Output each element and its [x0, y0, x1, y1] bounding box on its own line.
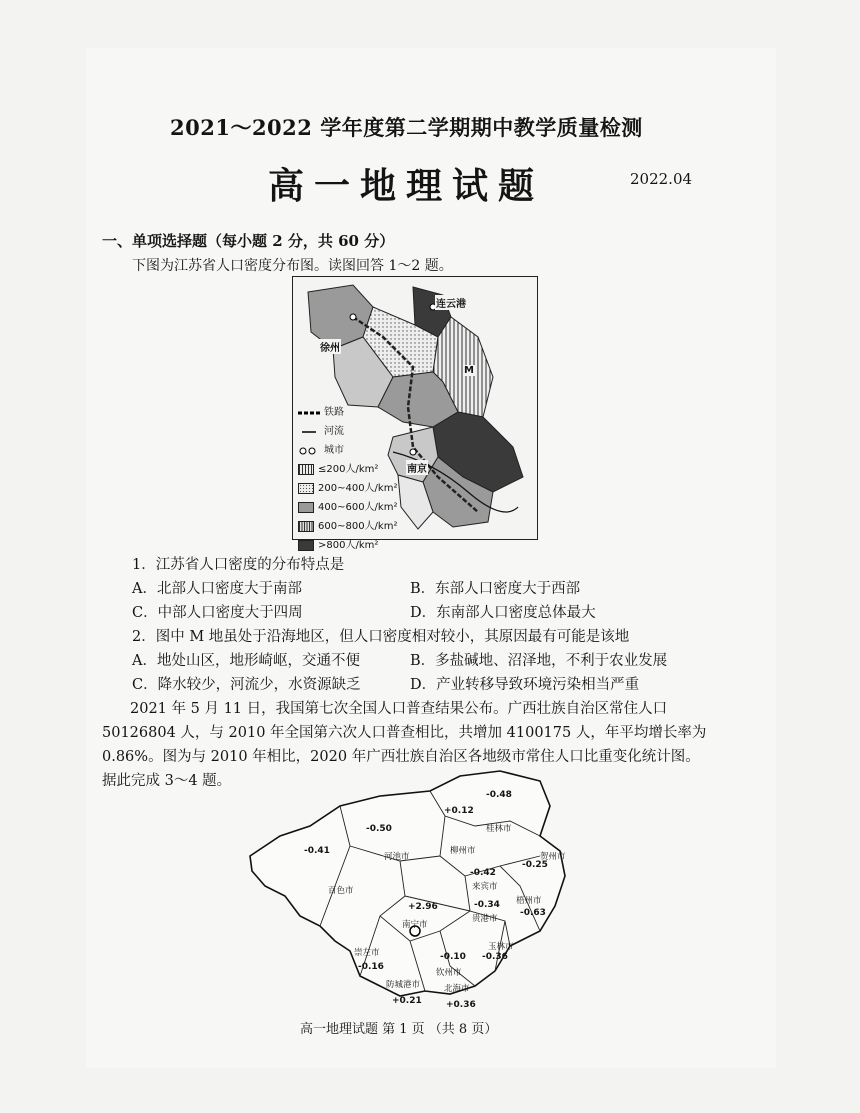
city-label-nanning: 南宁市	[402, 920, 428, 930]
legend-label: 200~400人/km²	[318, 483, 398, 494]
page-footer: 高一地理试题 第 1 页 （共 8 页）	[300, 1022, 498, 1037]
legend-item-density	[298, 498, 397, 517]
question-1-option-c: C．中部人口密度大于四周	[132, 605, 303, 621]
question-1-option-d: D．东南部人口密度总体最大	[410, 605, 596, 621]
page-title: 高一地理试题	[268, 165, 545, 207]
guangxi-population-map	[240, 766, 580, 1016]
section-intro: 下图为江苏省人口密度分布图。读图回答 1～2 题。	[132, 258, 453, 274]
change-value-guigang: -0.34	[474, 900, 500, 910]
city-label-wuzhou: 梧州市	[516, 896, 542, 906]
question-1-stem: 1．江苏省人口密度的分布特点是	[132, 557, 345, 573]
city-label-liuzhou: 柳州市	[450, 846, 476, 856]
legend-item-density	[298, 479, 397, 498]
change-value-chongzuo: -0.16	[358, 962, 384, 972]
question-2-stem: 2．图中 M 地虽处于沿海地区，但人口密度相对较小，其原因最有可能是该地	[132, 629, 630, 645]
question-1-option-a: A．北部人口密度大于南部	[132, 581, 302, 597]
density-swatch	[298, 521, 314, 532]
question-2-option-c: C．降水较少，河流少，水资源缺乏	[132, 677, 361, 693]
question-2-option-b: B．多盐碱地、沼泽地，不利于农业发展	[410, 653, 668, 669]
density-swatch	[298, 483, 314, 494]
city-label-baise: 百色市	[328, 886, 354, 896]
question-1-option-b: B．东部人口密度大于西部	[410, 581, 581, 597]
city-label-nanjing: 南京	[406, 460, 428, 475]
legend-label: 400~600人/km²	[318, 502, 398, 513]
exam-date: 2022.04	[630, 170, 693, 188]
legend-label: 600~800人/km²	[318, 521, 398, 532]
density-swatch	[298, 502, 314, 513]
city-label-guilin: 桂林市	[486, 824, 512, 834]
legend-label: 铁路	[324, 407, 344, 418]
river-icon	[298, 428, 320, 436]
city-label-yulin: 玉林市	[488, 942, 514, 952]
exam-header-line: 2021～2022 学年度第二学期期中教学质量检测	[170, 115, 643, 140]
question-2-option-d: D．产业转移导致环境污染相当严重	[410, 677, 640, 693]
legend-item-city	[298, 441, 397, 460]
change-value-wuzhou: -0.63	[520, 908, 546, 918]
legend-item-railway	[298, 403, 397, 422]
change-value-hezhou: -0.25	[522, 860, 548, 870]
legend-label: >800人/km²	[318, 540, 379, 551]
city-dot-icon	[298, 446, 320, 456]
city-label-qinzhou: 钦州市	[436, 968, 462, 978]
city-dot	[350, 314, 356, 320]
change-value-laibin: -0.42	[470, 868, 496, 878]
passage-line: 50126804 人，与 2010 年全国第六次人口普查相比，共增加 4100175 人，年平均增长率为	[102, 725, 707, 741]
region-label-m: M	[464, 365, 474, 376]
city-label-guigang: 贵港市	[472, 914, 498, 924]
city-label-fangchenggang: 防城港市	[386, 980, 421, 990]
change-value-liuzhou: +0.12	[444, 806, 474, 816]
city-label-xuzhou: 徐州	[319, 339, 341, 354]
city-label-chongzuo: 崇左市	[354, 948, 380, 958]
question-2-option-a: A．地处山区，地形崎岖，交通不便	[132, 653, 360, 669]
city-label-hechi: 河池市	[384, 852, 410, 862]
legend-label: ≤200人/km²	[318, 464, 379, 475]
change-value-qinzhou: -0.10	[440, 952, 466, 962]
legend-item-density	[298, 460, 397, 479]
city-label-lianyungang: 连云港	[435, 295, 467, 310]
change-value-nanning: +2.96	[408, 902, 438, 912]
change-value-hechi: -0.50	[366, 824, 392, 834]
legend-item-density	[298, 517, 397, 536]
change-value-guilin: -0.48	[486, 790, 512, 800]
change-value-baise: -0.41	[304, 846, 330, 856]
city-label-laibin: 来宾市	[472, 882, 498, 892]
passage-line: 2021 年 5 月 11 日，我国第七次全国人口普查结果公布。广西壮族自治区常住人口	[130, 701, 668, 717]
legend-label: 城市	[324, 445, 344, 456]
change-value-fangchenggang: +0.21	[392, 996, 422, 1006]
passage-line: 据此完成 3～4 题。	[102, 773, 232, 789]
section-title: 一、单项选择题（每小题 2 分，共 60 分）	[102, 232, 395, 250]
density-swatch	[298, 540, 314, 551]
change-value-beihai: +0.36	[446, 1000, 476, 1010]
change-value-yulin: -0.36	[482, 952, 508, 962]
legend-label: 河流	[324, 426, 344, 437]
passage-line: 0.86%。图为与 2010 年相比，2020 年广西壮族自治区各地级市常住人口比重变化统计图。	[102, 749, 700, 765]
city-dot	[410, 449, 416, 455]
jiangsu-map-legend	[298, 403, 397, 555]
density-swatch	[298, 464, 314, 475]
railway-icon	[298, 409, 320, 417]
city-label-beihai: 北海市	[444, 984, 470, 994]
legend-item-river	[298, 422, 397, 441]
city-label-hezhou: 贺州市	[540, 852, 566, 862]
